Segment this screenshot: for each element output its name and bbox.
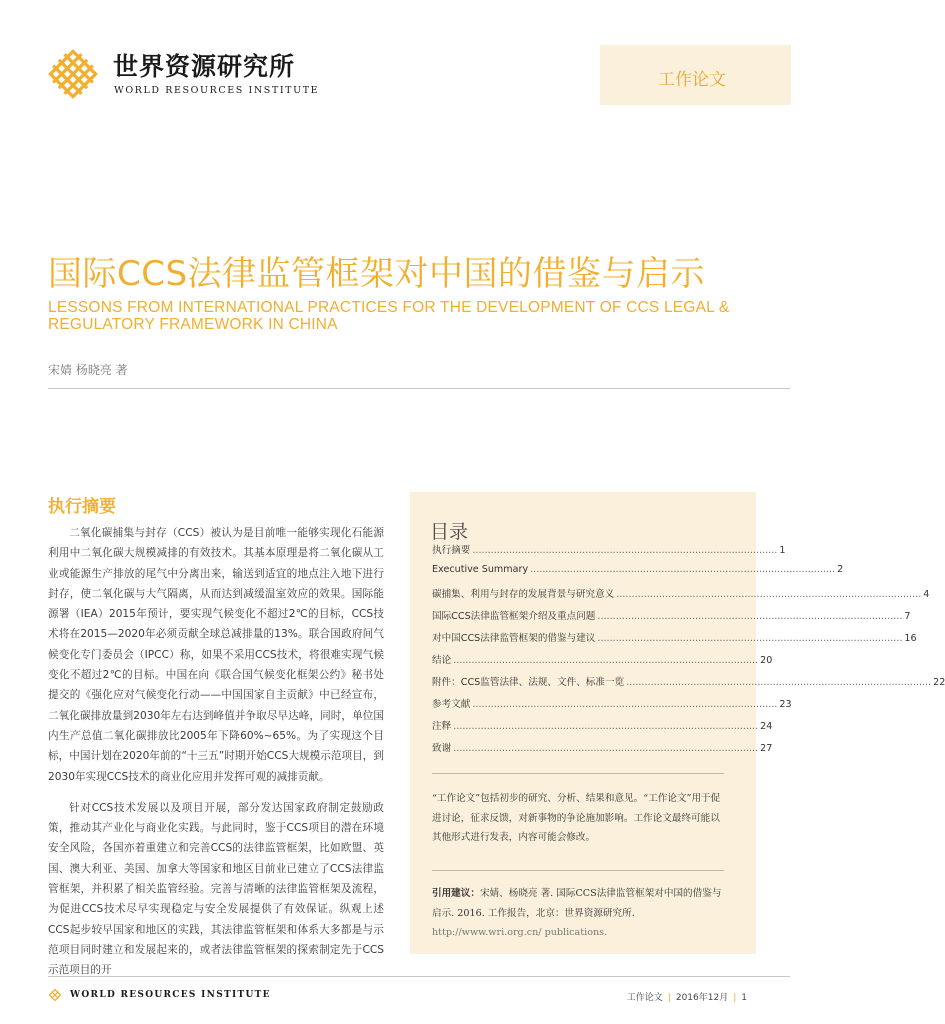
toc-item-label: 参考文献 (432, 699, 471, 710)
toc-item-label: 注释 (432, 721, 452, 732)
citation-link[interactable]: http://www.wri.org.cn/ publications. (432, 927, 608, 938)
toc-leader: .................................................................................................... (472, 699, 778, 710)
toc-item-label: Executive Summary (432, 564, 529, 575)
toc-item-page: 22 (933, 677, 945, 688)
divider (48, 388, 790, 389)
toc-leader: .................................................................................................... (530, 564, 836, 575)
toc-item-label: 致谢 (432, 743, 452, 754)
toc-item-label: 国际CCS法律监管框架介绍及重点问题 (432, 611, 596, 622)
toc-item-label: 对中国CCS法律监管框架的借鉴与建议 (432, 633, 596, 644)
paragraph: 针对CCS技术发展以及项目开展，部分发达国家政府制定鼓励政策，推动其产业化与商业化实践。与此同时，鉴于CCS项目的潜在环境安全风险，各国亦着重建立和完善CCS的法律监管框架，比如欧盟、英国、澳大利亚、美国、加拿大等国家和地区目前业已建立了CCS法律监管框架，并积累了相关监管经验。完善与清晰的法律监管框架及流程，为促进CCS技术尽早实现稳定与安全发展提供了有效保证。纵观上述CCS起步较早国家和地区的实践，其法律监管框架和体系大多都是与示范项目同时建立和发展起来的，或者法律监管框架的探索制定先于CCS示范项目的开 (48, 801, 384, 977)
toc-item[interactable] (432, 564, 844, 586)
toc-item[interactable] (432, 586, 930, 608)
toc-item[interactable] (432, 608, 911, 630)
toc-item[interactable] (432, 696, 792, 718)
toc-item[interactable] (432, 718, 773, 740)
toc-item-page: 20 (760, 655, 773, 666)
section-heading: 执行摘要 (48, 497, 116, 517)
wri-knot-logo-icon (48, 988, 62, 1002)
page-title-en: LESSONS FROM INTERNATIONAL PRACTICES FOR THE DEVELOPMENT OF CCS LEGAL & REGULATORY FRAMEWORK IN CHINA (48, 299, 730, 333)
citation-text: 宋婧、杨晓亮 著. 国际CCS法律监管框架对中国的借鉴与启示. 2016. 工作报告，北京：世界资源研究所. (432, 888, 722, 919)
org-name-en: WORLD RESOURCES INSTITUTE (114, 85, 320, 96)
toc-leader: .................................................................................................... (453, 655, 759, 666)
toc-item[interactable] (432, 652, 773, 674)
toc-leader: .................................................................................................... (626, 677, 932, 688)
divider (432, 773, 724, 774)
wri-knot-logo-icon (44, 45, 102, 103)
toc-item-label: 执行摘要 (432, 545, 471, 556)
toc-item-page: 16 (904, 633, 917, 644)
toc-item[interactable] (432, 630, 917, 652)
footer-divider (48, 976, 790, 977)
footer-meta (627, 990, 747, 1003)
toc-item-page: 7 (904, 611, 911, 622)
footer-separator: | (733, 993, 737, 1003)
page-title: 国际CCS法律监管框架对中国的借鉴与启示 (48, 254, 706, 294)
toc-leader: .................................................................................................... (453, 721, 759, 732)
toc-heading: 目录 (430, 521, 469, 543)
footer-org-name: WORLD RESOURCES INSTITUTE (70, 990, 271, 1000)
toc-item-label: 碳捕集、利用与封存的发展背景与研究意义 (432, 589, 615, 600)
citation-label: 引用建议： (432, 888, 480, 899)
toc-item[interactable] (432, 674, 945, 696)
doc-type-tag (600, 45, 791, 105)
toc-leader: .................................................................................................... (597, 633, 903, 644)
toc-item-page: 24 (760, 721, 773, 732)
toc-item[interactable] (432, 542, 786, 564)
footer-date: 2016年12月 (675, 993, 729, 1003)
org-name-cn: 世界资源研究所 (113, 52, 296, 81)
body-text (48, 523, 384, 992)
toc-item-page: 2 (837, 564, 844, 575)
authors: 宋婧 杨晓亮 著 (48, 363, 128, 377)
citation (432, 884, 724, 943)
toc-leader: .................................................................................................... (453, 743, 759, 754)
toc-leader: .................................................................................................... (616, 589, 922, 600)
toc-item-page: 27 (760, 743, 773, 754)
footer-doc-type: 工作论文 (626, 993, 663, 1003)
working-paper-note: “工作论文”包括初步的研究、分析、结果和意见。“工作论文”用于促进讨论，征求反馈，对新事物的争论施加影响。工作论文最终可能以其他形式进行发表，内容可能会修改。 (432, 793, 721, 843)
divider (432, 870, 724, 871)
toc-item-page: 23 (779, 699, 792, 710)
footer-separator: | (667, 993, 671, 1003)
page-number: 1 (741, 993, 747, 1003)
paragraph: 二氧化碳捕集与封存（CCS）被认为是目前唯一能够实现化石能源利用中二氧化碳大规模减排的有效技术。其基本原理是将二氧化碳从工业或能源生产排放的尾气中分离出来，输送到适宜的地点注入地下进行封存，使二氧化碳与大气隔离，从而达到减缓温室效应的效果。国际能源署（IEA）2015年预计，要实现气候变化不超过2℃的目标，CCS技术将在2015—2020年必须贡献全球总减排量的13%。联合国政府间气候变化专门委员会（IPCC）称，如果不采用CCS技术，将很难实现气候变化不超过2℃的目标。中国在向《联合国气候变化框架公约》秘书处提交的《强化应对气候变化行动——中国国家自主贡献》中已经宣布，二氧化碳排放量到2030年左右达到峰值并争取尽早达峰，同时，单位国内生产总值二氧化碳排放比2005年下降60%~65%。为了实现这个目标，中国计划在2020年前的“十三五”时期开始CCS大规模示范项目，到2030年实现CCS技术的商业化应用并发挥可观的减排贡献。 (48, 527, 384, 783)
toc-item-label: 结论 (432, 655, 452, 666)
toc-item-label: 附件：CCS监管法律、法规、文件、标准一览 (432, 677, 625, 688)
table-of-contents (432, 542, 945, 762)
toc-item-page: 4 (923, 589, 930, 600)
toc-leader: .................................................................................................... (597, 611, 903, 622)
toc-item-page: 1 (779, 545, 786, 556)
toc-item[interactable] (432, 740, 773, 762)
toc-leader: .................................................................................................... (472, 545, 778, 556)
doc-type-label: 工作论文 (658, 70, 726, 90)
